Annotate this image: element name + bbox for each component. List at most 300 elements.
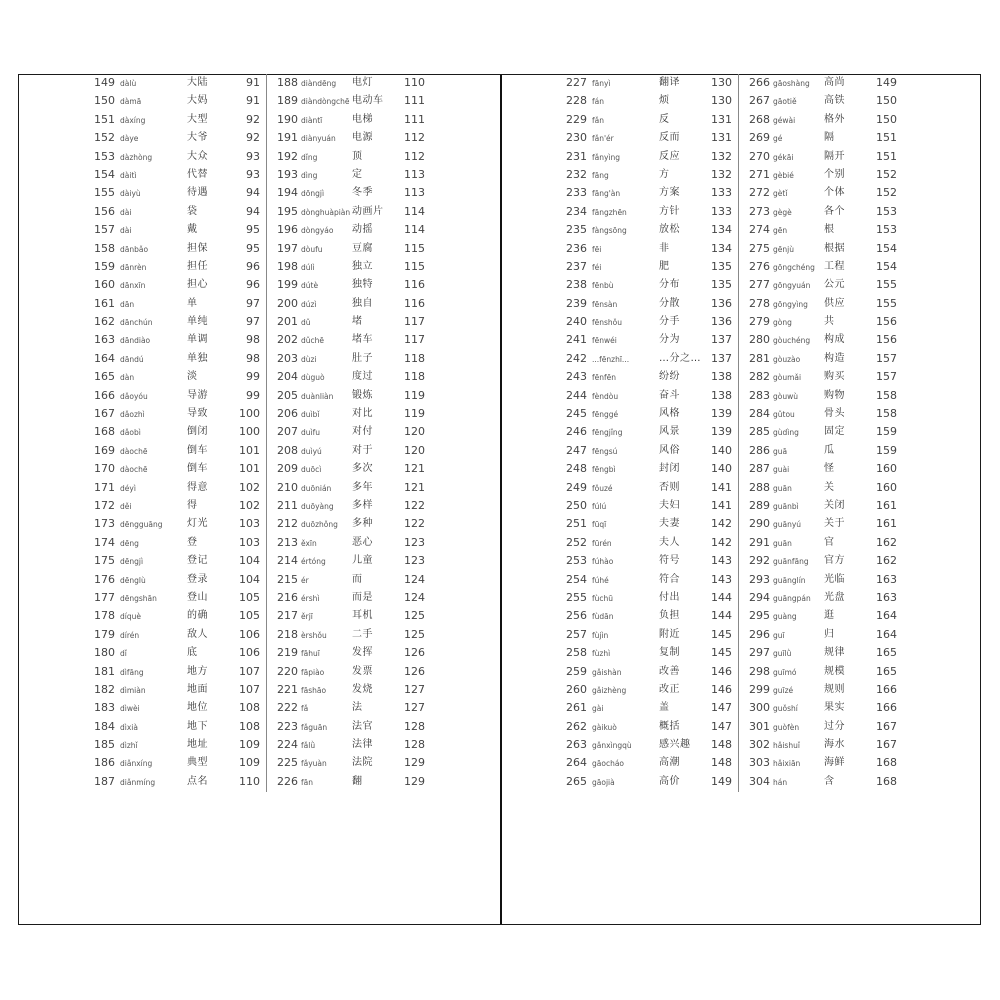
- entry-page: 133: [711, 186, 732, 200]
- entry-hanzi: 度过: [352, 371, 373, 383]
- entry-number: 184: [94, 719, 115, 733]
- vocab-row: [94, 111, 544, 129]
- vocab-row: [566, 571, 1000, 589]
- entry-hanzi: 灯光: [187, 518, 208, 530]
- entry-number: 213: [277, 535, 298, 549]
- entry-number: 167: [94, 407, 115, 421]
- vocab-row: [566, 736, 1000, 754]
- entry-page: 99: [246, 370, 260, 384]
- entry-hanzi: 规则: [824, 683, 845, 695]
- entry-number: 222: [277, 701, 298, 715]
- entry-hanzi: 烦: [659, 95, 670, 107]
- entry-hanzi: 地方: [187, 665, 208, 677]
- entry-number: 191: [277, 131, 298, 145]
- entry-number: 197: [277, 241, 298, 255]
- entry-number: 165: [94, 370, 115, 384]
- entry-hanzi: 方针: [659, 205, 680, 217]
- entry-number: 214: [277, 554, 298, 568]
- entry-hanzi: 地位: [187, 702, 208, 714]
- entry-page: 144: [711, 590, 732, 604]
- entry-hanzi: 待遇: [187, 187, 208, 199]
- entry-number: 187: [94, 774, 115, 788]
- entry-pinyin: fàngsōng: [592, 226, 627, 236]
- entry-pinyin: dútè: [301, 281, 319, 291]
- entry-page: 109: [239, 756, 260, 770]
- entry-pinyin: guāngpán: [773, 593, 811, 603]
- entry-hanzi: 代替: [187, 168, 208, 180]
- entry-page: 104: [239, 572, 260, 586]
- entry-pinyin: féi: [592, 262, 602, 272]
- entry-page: 150: [876, 112, 897, 126]
- entry-hanzi: 法院: [352, 757, 373, 769]
- entry-pinyin: hǎishuǐ: [773, 741, 800, 751]
- vocab-row: [94, 663, 544, 681]
- entry-pinyin: gàikuò: [592, 722, 617, 732]
- entry-page: 96: [246, 259, 260, 273]
- entry-hanzi: 地址: [187, 739, 208, 751]
- entry-hanzi: 儿童: [352, 555, 373, 567]
- entry-hanzi: 倒闭: [187, 426, 208, 438]
- entry-pinyin: dòufu: [301, 244, 323, 254]
- entry-pinyin: dānbǎo: [120, 244, 149, 254]
- entry-page: 117: [404, 315, 425, 329]
- entry-hanzi: 官方: [824, 555, 845, 567]
- entry-number: 246: [566, 425, 587, 439]
- entry-pinyin: gǎizhèng: [592, 685, 627, 695]
- entry-number: 149: [94, 76, 115, 89]
- entry-hanzi: 多样: [352, 499, 373, 511]
- entry-hanzi: 典型: [187, 757, 208, 769]
- entry-number: 159: [94, 259, 115, 273]
- entry-page: 143: [711, 572, 732, 586]
- entry-hanzi: 个体: [824, 187, 845, 199]
- entry-pinyin: fēnsàn: [592, 299, 618, 309]
- vocab-row: [94, 405, 544, 423]
- entry-hanzi: 法官: [352, 720, 373, 732]
- entry-hanzi: 工程: [824, 260, 845, 272]
- entry-pinyin: guān: [773, 538, 792, 548]
- entry-page: 163: [876, 590, 897, 604]
- vocab-row: [94, 754, 544, 772]
- entry-pinyin: gài: [592, 704, 604, 714]
- entry-hanzi: 二手: [352, 628, 373, 640]
- entry-number: 179: [94, 627, 115, 641]
- entry-hanzi: 逛: [824, 610, 835, 622]
- entry-pinyin: dānrèn: [120, 262, 147, 272]
- entry-number: 208: [277, 443, 298, 457]
- entry-page: 114: [404, 223, 425, 237]
- entry-pinyin: diànyuán: [301, 134, 336, 144]
- entry-pinyin: dàlù: [120, 79, 137, 88]
- entry-hanzi: 发烧: [352, 683, 373, 695]
- entry-number: 212: [277, 517, 298, 531]
- vocab-row: [566, 718, 1000, 736]
- entry-pinyin: fēi: [592, 244, 602, 254]
- entry-hanzi: 单独: [187, 352, 208, 364]
- entry-page: 147: [711, 719, 732, 733]
- entry-pinyin: fēnfēn: [592, 373, 617, 383]
- entry-pinyin: géwài: [773, 115, 796, 125]
- entry-page: 157: [876, 351, 897, 365]
- entry-pinyin: dāndú: [120, 354, 144, 364]
- entry-number: 181: [94, 664, 115, 678]
- entry-number: 280: [749, 333, 770, 347]
- entry-page: 136: [711, 296, 732, 310]
- entry-page: 167: [876, 719, 897, 733]
- vocab-row: [94, 92, 544, 110]
- entry-hanzi: 反应: [659, 150, 680, 162]
- vocab-row: [566, 240, 1000, 258]
- entry-hanzi: …分之…: [659, 352, 701, 364]
- entry-pinyin: dòngyáo: [301, 226, 334, 236]
- entry-number: 224: [277, 738, 298, 752]
- vocab-row: [94, 166, 544, 184]
- right-page: [566, 74, 1000, 791]
- entry-pinyin: gètǐ: [773, 189, 788, 199]
- entry-hanzi: 瓜: [824, 444, 835, 456]
- entry-page: 107: [239, 682, 260, 696]
- entry-hanzi: 骨头: [824, 408, 845, 420]
- entry-pinyin: fǎyuàn: [301, 759, 327, 769]
- entry-number: 283: [749, 388, 770, 402]
- entry-page: 165: [876, 664, 897, 678]
- entry-number: 271: [749, 167, 770, 181]
- entry-hanzi: 登录: [187, 573, 208, 585]
- entry-hanzi: 地面: [187, 683, 208, 695]
- entry-pinyin: dānchún: [120, 318, 153, 328]
- entry-hanzi: 定: [352, 168, 363, 180]
- entry-hanzi: 对于: [352, 444, 373, 456]
- entry-number: 170: [94, 462, 115, 476]
- entry-number: 302: [749, 738, 770, 752]
- entry-number: 257: [566, 627, 587, 641]
- entry-pinyin: duōcì: [301, 465, 322, 475]
- vocab-row: [94, 552, 544, 570]
- entry-number: 293: [749, 572, 770, 586]
- entry-page: 120: [404, 425, 425, 439]
- entry-number: 203: [277, 351, 298, 365]
- entry-pinyin: fǎn'ér: [592, 134, 614, 144]
- entry-page: 163: [876, 572, 897, 586]
- entry-page: 159: [876, 443, 897, 457]
- entry-hanzi: 盖: [659, 702, 670, 714]
- entry-page: 118: [404, 370, 425, 384]
- entry-number: 172: [94, 498, 115, 512]
- entry-hanzi: 高尚: [824, 77, 845, 88]
- entry-number: 185: [94, 738, 115, 752]
- entry-pinyin: dǔ: [301, 318, 311, 328]
- entry-number: 180: [94, 646, 115, 660]
- entry-page: 119: [404, 388, 425, 402]
- entry-page: 142: [711, 535, 732, 549]
- entry-number: 175: [94, 554, 115, 568]
- entry-pinyin: dàxíng: [120, 115, 146, 125]
- entry-pinyin: fāshāo: [301, 685, 327, 695]
- entry-hanzi: 担心: [187, 279, 208, 291]
- entry-hanzi: 肚子: [352, 352, 373, 364]
- entry-hanzi: 电梯: [352, 113, 373, 125]
- entry-page: 95: [246, 223, 260, 237]
- entry-hanzi: 翻: [352, 775, 363, 787]
- entry-number: 287: [749, 462, 770, 476]
- vocab-row: [94, 184, 544, 202]
- entry-page: 160: [876, 480, 897, 494]
- entry-hanzi: 奋斗: [659, 389, 680, 401]
- entry-pinyin: fúhé: [592, 575, 609, 585]
- entry-page: 138: [711, 370, 732, 384]
- entry-page: 99: [246, 388, 260, 402]
- entry-number: 154: [94, 167, 115, 181]
- entry-number: 218: [277, 627, 298, 641]
- entry-hanzi: 登: [187, 536, 198, 548]
- entry-pinyin: guā: [773, 446, 788, 456]
- entry-number: 251: [566, 517, 587, 531]
- entry-number: 281: [749, 351, 770, 365]
- entry-hanzi: 地下: [187, 720, 208, 732]
- entry-pinyin: fùdān: [592, 612, 614, 622]
- entry-hanzi: 多种: [352, 518, 373, 530]
- entry-hanzi: 购物: [824, 389, 845, 401]
- entry-pinyin: dàochē: [120, 465, 148, 475]
- entry-pinyin: dàmā: [120, 97, 142, 107]
- entry-number: 171: [94, 480, 115, 494]
- entry-page: 150: [876, 94, 897, 108]
- entry-page: 112: [404, 149, 425, 163]
- entry-pinyin: duōnián: [301, 483, 332, 493]
- entry-page: 121: [404, 480, 425, 494]
- entry-page: 149: [711, 774, 732, 788]
- vocab-row: [94, 423, 544, 441]
- entry-pinyin: dúzì: [301, 299, 317, 309]
- entry-page: 134: [711, 223, 732, 237]
- entry-hanzi: 关于: [824, 518, 845, 530]
- entry-page: 106: [239, 646, 260, 660]
- entry-number: 233: [566, 186, 587, 200]
- entry-number: 231: [566, 149, 587, 163]
- vocab-row: [94, 644, 544, 662]
- entry-page: 139: [711, 407, 732, 421]
- entry-pinyin: gòumǎi: [773, 373, 802, 383]
- vocab-row: [94, 681, 544, 699]
- entry-hanzi: 冬季: [352, 187, 373, 199]
- entry-page: 113: [404, 167, 425, 181]
- entry-number: 215: [277, 572, 298, 586]
- entry-page: 122: [404, 498, 425, 512]
- entry-pinyin: dài: [120, 207, 132, 217]
- vocab-row: [94, 313, 544, 331]
- entry-number: 161: [94, 296, 115, 310]
- entry-number: 273: [749, 204, 770, 218]
- entry-hanzi: 反: [659, 113, 670, 125]
- vocab-row: [94, 589, 544, 607]
- entry-pinyin: hán: [773, 777, 788, 787]
- entry-pinyin: fēngjǐng: [592, 428, 623, 438]
- entry-pinyin: guàng: [773, 612, 797, 622]
- entry-pinyin: duànliàn: [301, 391, 334, 401]
- entry-hanzi: 法: [352, 702, 363, 714]
- entry-page: 118: [404, 351, 425, 365]
- entry-page: 95: [246, 241, 260, 255]
- entry-hanzi: 导游: [187, 389, 208, 401]
- entry-pinyin: dìfāng: [120, 667, 144, 677]
- entry-page: 168: [876, 774, 897, 788]
- entry-pinyin: duìfu: [301, 428, 320, 438]
- entry-pinyin: dān: [120, 299, 135, 309]
- entry-number: 301: [749, 719, 770, 733]
- entry-page: 120: [404, 443, 425, 457]
- entry-pinyin: èrshǒu: [301, 630, 327, 640]
- entry-number: 228: [566, 94, 587, 108]
- vocab-row: [566, 405, 1000, 423]
- entry-hanzi: 概括: [659, 720, 680, 732]
- entry-number: 256: [566, 609, 587, 623]
- entry-pinyin: diàndēng: [301, 79, 337, 88]
- entry-page: 128: [404, 719, 425, 733]
- entry-page: 121: [404, 462, 425, 476]
- entry-hanzi: 点名: [187, 775, 208, 787]
- entry-page: 155: [876, 296, 897, 310]
- vocab-row: [566, 331, 1000, 349]
- entry-pinyin: diǎnxíng: [120, 759, 153, 769]
- entry-hanzi: 封闭: [659, 463, 680, 475]
- entry-page: 153: [876, 223, 897, 237]
- entry-hanzi: 构造: [824, 352, 845, 364]
- entry-pinyin: déyì: [120, 483, 136, 493]
- vocab-row: [566, 203, 1000, 221]
- entry-page: 130: [711, 76, 732, 89]
- entry-pinyin: guānbì: [773, 501, 799, 511]
- vocab-row: [94, 295, 544, 313]
- entry-page: 148: [711, 756, 732, 770]
- entry-pinyin: fāngzhēn: [592, 207, 627, 217]
- entry-pinyin: dàye: [120, 134, 139, 144]
- entry-page: 116: [404, 278, 425, 292]
- entry-hanzi: 分为: [659, 334, 680, 346]
- entry-hanzi: 共: [824, 316, 835, 328]
- entry-page: 165: [876, 646, 897, 660]
- entry-hanzi: 分手: [659, 316, 680, 328]
- entry-pinyin: dàiyù: [120, 189, 141, 199]
- entry-hanzi: 负担: [659, 610, 680, 622]
- entry-page: 115: [404, 241, 425, 255]
- entry-number: 277: [749, 278, 770, 292]
- entry-number: 207: [277, 425, 298, 439]
- entry-page: 125: [404, 627, 425, 641]
- entry-hanzi: 根: [824, 224, 835, 236]
- vocab-row: [94, 736, 544, 754]
- entry-pinyin: guānfāng: [773, 557, 809, 567]
- entry-pinyin: guīzé: [773, 685, 794, 695]
- entry-page: 143: [711, 554, 732, 568]
- vocab-row: [94, 442, 544, 460]
- entry-hanzi: 供应: [824, 297, 845, 309]
- entry-number: 239: [566, 296, 587, 310]
- entry-pinyin: diàndòngchē: [301, 97, 350, 107]
- entry-page: 144: [711, 609, 732, 623]
- entry-pinyin: dìng: [301, 170, 318, 180]
- entry-number: 296: [749, 627, 770, 641]
- entry-hanzi: 单调: [187, 334, 208, 346]
- entry-pinyin: dìwèi: [120, 704, 140, 714]
- entry-page: 142: [711, 517, 732, 531]
- entry-number: 284: [749, 407, 770, 421]
- entry-number: 290: [749, 517, 770, 531]
- entry-hanzi: 动摇: [352, 224, 373, 236]
- entry-number: 248: [566, 462, 587, 476]
- entry-hanzi: 固定: [824, 426, 845, 438]
- entry-page: 101: [239, 462, 260, 476]
- entry-page: 93: [246, 167, 260, 181]
- entry-number: 289: [749, 498, 770, 512]
- entry-hanzi: 戴: [187, 224, 198, 236]
- entry-number: 195: [277, 204, 298, 218]
- entry-hanzi: 登山: [187, 591, 208, 603]
- entry-hanzi: 独立: [352, 260, 373, 272]
- entry-page: 92: [246, 131, 260, 145]
- entry-pinyin: dǔchē: [301, 336, 325, 346]
- entry-pinyin: dǎozhì: [120, 410, 145, 420]
- entry-page: 164: [876, 609, 897, 623]
- entry-number: 275: [749, 241, 770, 255]
- entry-page: 156: [876, 333, 897, 347]
- entry-page: 104: [239, 554, 260, 568]
- entry-hanzi: 担任: [187, 260, 208, 272]
- entry-page: 92: [246, 112, 260, 126]
- vocab-row: [94, 515, 544, 533]
- entry-number: 200: [277, 296, 298, 310]
- entry-number: 304: [749, 774, 770, 788]
- entry-pinyin: gé: [773, 134, 783, 144]
- entry-pinyin: dài: [120, 226, 132, 236]
- entry-page: 151: [876, 131, 897, 145]
- entry-number: 254: [566, 572, 587, 586]
- entry-pinyin: guānyú: [773, 520, 802, 530]
- entry-page: 101: [239, 443, 260, 457]
- vocab-row: [566, 497, 1000, 515]
- vocab-row: [94, 699, 544, 717]
- entry-number: 264: [566, 756, 587, 770]
- vocab-row: [94, 350, 544, 368]
- entry-page: 133: [711, 204, 732, 218]
- entry-hanzi: 构成: [824, 334, 845, 346]
- entry-page: 126: [404, 664, 425, 678]
- entry-number: 226: [277, 774, 298, 788]
- entry-hanzi: 动画片: [352, 205, 384, 217]
- entry-number: 168: [94, 425, 115, 439]
- entry-page: 161: [876, 498, 897, 512]
- vocab-row: [94, 148, 544, 166]
- entry-page: 111: [404, 94, 425, 108]
- entry-pinyin: dúlì: [301, 262, 315, 272]
- entry-number: 270: [749, 149, 770, 163]
- entry-pinyin: duōzhǒng: [301, 520, 338, 530]
- entry-pinyin: fùchū: [592, 593, 614, 603]
- entry-number: 268: [749, 112, 770, 126]
- entry-number: 253: [566, 554, 587, 568]
- entry-page: 123: [404, 535, 425, 549]
- vocab-row: [566, 295, 1000, 313]
- vocab-row: [566, 350, 1000, 368]
- vocab-row: [94, 497, 544, 515]
- entry-page: 149: [876, 76, 897, 89]
- entry-number: 285: [749, 425, 770, 439]
- entry-pinyin: fēnwéi: [592, 336, 617, 346]
- entry-pinyin: fāhuī: [301, 649, 320, 659]
- entry-hanzi: 法律: [352, 739, 373, 751]
- entry-pinyin: dònghuàpiàn: [301, 207, 351, 217]
- entry-pinyin: diàntī: [301, 115, 323, 125]
- vocab-row: [566, 460, 1000, 478]
